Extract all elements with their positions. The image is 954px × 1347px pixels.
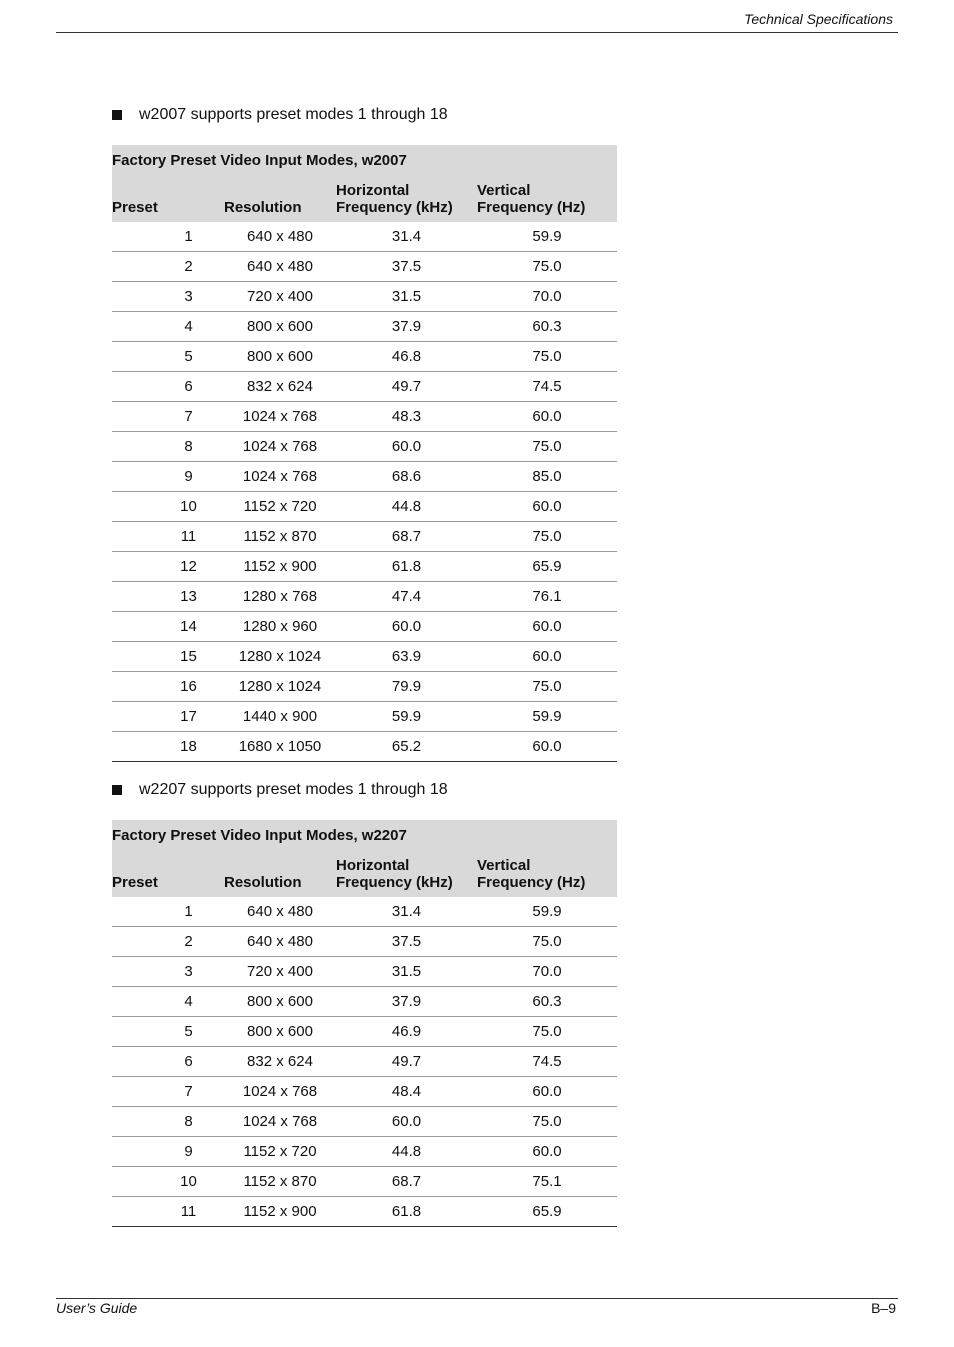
cell-resolution: 720 x 400 xyxy=(224,282,336,312)
cell-vertical-frequency: 85.0 xyxy=(477,462,617,492)
cell-resolution: 720 x 400 xyxy=(224,957,336,987)
cell-vertical-frequency: 60.0 xyxy=(477,492,617,522)
cell-resolution: 1280 x 1024 xyxy=(224,642,336,672)
bullet-item-w2207 xyxy=(112,781,448,799)
cell-horizontal-frequency: 46.9 xyxy=(336,1017,477,1047)
cell-resolution: 1024 x 768 xyxy=(224,1077,336,1107)
cell-horizontal-frequency: 61.8 xyxy=(336,1197,477,1227)
cell-preset: 9 xyxy=(112,462,224,492)
table-row xyxy=(112,1107,617,1137)
cell-resolution: 1152 x 720 xyxy=(224,1137,336,1167)
cell-horizontal-frequency: 47.4 xyxy=(336,582,477,612)
cell-resolution: 1440 x 900 xyxy=(224,702,336,732)
cell-resolution: 800 x 600 xyxy=(224,1017,336,1047)
cell-horizontal-frequency: 60.0 xyxy=(336,432,477,462)
cell-resolution: 1024 x 768 xyxy=(224,1107,336,1137)
cell-vertical-frequency: 75.0 xyxy=(477,1017,617,1047)
cell-preset: 6 xyxy=(112,1047,224,1077)
cell-horizontal-frequency: 37.5 xyxy=(336,927,477,957)
cell-horizontal-frequency: 31.4 xyxy=(336,222,477,252)
cell-resolution: 832 x 624 xyxy=(224,372,336,402)
cell-horizontal-frequency: 44.8 xyxy=(336,492,477,522)
cell-vertical-frequency: 60.3 xyxy=(477,987,617,1017)
cell-preset: 8 xyxy=(112,432,224,462)
cell-horizontal-frequency: 37.9 xyxy=(336,987,477,1017)
table-row xyxy=(112,372,617,402)
cell-preset: 2 xyxy=(112,927,224,957)
cell-resolution: 800 x 600 xyxy=(224,987,336,1017)
cell-resolution: 1024 x 768 xyxy=(224,462,336,492)
column-header-vertical-frequency: Vertical Frequency (Hz) xyxy=(477,849,617,897)
cell-resolution: 1152 x 900 xyxy=(224,1197,336,1227)
column-header-preset: Preset xyxy=(112,174,224,222)
table-row xyxy=(112,582,617,612)
cell-vertical-frequency: 59.9 xyxy=(477,222,617,252)
running-header: Technical Specifications xyxy=(744,11,893,27)
cell-vertical-frequency: 60.0 xyxy=(477,642,617,672)
cell-vertical-frequency: 60.0 xyxy=(477,612,617,642)
cell-horizontal-frequency: 31.4 xyxy=(336,897,477,927)
table-row xyxy=(112,282,617,312)
cell-vertical-frequency: 74.5 xyxy=(477,1047,617,1077)
cell-resolution: 1280 x 1024 xyxy=(224,672,336,702)
table-row xyxy=(112,702,617,732)
cell-resolution: 800 x 600 xyxy=(224,312,336,342)
cell-preset: 11 xyxy=(112,522,224,552)
cell-preset: 4 xyxy=(112,987,224,1017)
cell-vertical-frequency: 59.9 xyxy=(477,702,617,732)
column-header-resolution: Resolution xyxy=(224,849,336,897)
column-header-preset: Preset xyxy=(112,849,224,897)
bullet-text: w2207 supports preset modes 1 through 18 xyxy=(139,781,448,798)
table-row xyxy=(112,1017,617,1047)
cell-resolution: 1280 x 960 xyxy=(224,612,336,642)
cell-vertical-frequency: 75.0 xyxy=(477,432,617,462)
cell-vertical-frequency: 60.3 xyxy=(477,312,617,342)
cell-resolution: 1152 x 720 xyxy=(224,492,336,522)
cell-horizontal-frequency: 37.9 xyxy=(336,312,477,342)
cell-vertical-frequency: 74.5 xyxy=(477,372,617,402)
table-row xyxy=(112,342,617,372)
cell-horizontal-frequency: 68.7 xyxy=(336,522,477,552)
table-row xyxy=(112,1047,617,1077)
cell-vertical-frequency: 75.0 xyxy=(477,672,617,702)
cell-preset: 18 xyxy=(112,732,224,762)
cell-preset: 16 xyxy=(112,672,224,702)
cell-preset: 8 xyxy=(112,1107,224,1137)
table-row xyxy=(112,492,617,522)
table-row xyxy=(112,612,617,642)
table-row xyxy=(112,1197,617,1227)
cell-preset: 2 xyxy=(112,252,224,282)
cell-preset: 1 xyxy=(112,222,224,252)
table-row xyxy=(112,402,617,432)
table-row xyxy=(112,552,617,582)
cell-preset: 10 xyxy=(112,1167,224,1197)
cell-vertical-frequency: 70.0 xyxy=(477,282,617,312)
cell-horizontal-frequency: 63.9 xyxy=(336,642,477,672)
cell-vertical-frequency: 75.1 xyxy=(477,1167,617,1197)
table-row xyxy=(112,897,617,927)
table-row xyxy=(112,642,617,672)
cell-preset: 6 xyxy=(112,372,224,402)
bullet-item-w2007 xyxy=(112,106,448,124)
table-caption: Factory Preset Video Input Modes, w2207 xyxy=(112,820,617,849)
cell-resolution: 640 x 480 xyxy=(224,252,336,282)
column-header-resolution: Resolution xyxy=(224,174,336,222)
cell-horizontal-frequency: 68.6 xyxy=(336,462,477,492)
cell-preset: 15 xyxy=(112,642,224,672)
cell-vertical-frequency: 70.0 xyxy=(477,957,617,987)
cell-horizontal-frequency: 79.9 xyxy=(336,672,477,702)
table-row xyxy=(112,672,617,702)
table-row xyxy=(112,222,617,252)
footer-rule xyxy=(56,1298,898,1299)
cell-resolution: 1024 x 768 xyxy=(224,432,336,462)
table-row xyxy=(112,1137,617,1167)
cell-horizontal-frequency: 60.0 xyxy=(336,612,477,642)
cell-vertical-frequency: 59.9 xyxy=(477,897,617,927)
table-row xyxy=(112,252,617,282)
cell-preset: 7 xyxy=(112,1077,224,1107)
cell-vertical-frequency: 76.1 xyxy=(477,582,617,612)
table-row xyxy=(112,987,617,1017)
bullet-text: w2007 supports preset modes 1 through 18 xyxy=(139,106,448,123)
cell-horizontal-frequency: 61.8 xyxy=(336,552,477,582)
table-row xyxy=(112,1167,617,1197)
cell-vertical-frequency: 60.0 xyxy=(477,732,617,762)
table-row xyxy=(112,462,617,492)
bullet-square-icon xyxy=(112,110,122,120)
table-row xyxy=(112,432,617,462)
cell-horizontal-frequency: 37.5 xyxy=(336,252,477,282)
footer-guide-title: User’s Guide xyxy=(56,1300,138,1316)
cell-vertical-frequency: 75.0 xyxy=(477,927,617,957)
cell-preset: 5 xyxy=(112,1017,224,1047)
cell-resolution: 832 x 624 xyxy=(224,1047,336,1077)
cell-resolution: 640 x 480 xyxy=(224,927,336,957)
table-row xyxy=(112,927,617,957)
column-header-horizontal-frequency: Horizontal Frequency (kHz) xyxy=(336,174,477,222)
cell-resolution: 640 x 480 xyxy=(224,222,336,252)
cell-preset: 14 xyxy=(112,612,224,642)
cell-preset: 17 xyxy=(112,702,224,732)
cell-horizontal-frequency: 68.7 xyxy=(336,1167,477,1197)
cell-preset: 12 xyxy=(112,552,224,582)
table-row xyxy=(112,732,617,762)
cell-horizontal-frequency: 31.5 xyxy=(336,957,477,987)
cell-vertical-frequency: 60.0 xyxy=(477,1137,617,1167)
cell-vertical-frequency: 75.0 xyxy=(477,1107,617,1137)
cell-horizontal-frequency: 59.9 xyxy=(336,702,477,732)
cell-vertical-frequency: 60.0 xyxy=(477,402,617,432)
header-rule xyxy=(56,32,898,33)
preset-modes-table-w2207 xyxy=(112,820,617,1227)
cell-preset: 3 xyxy=(112,282,224,312)
cell-horizontal-frequency: 65.2 xyxy=(336,732,477,762)
cell-preset: 4 xyxy=(112,312,224,342)
cell-horizontal-frequency: 49.7 xyxy=(336,1047,477,1077)
cell-resolution: 1680 x 1050 xyxy=(224,732,336,762)
cell-preset: 9 xyxy=(112,1137,224,1167)
cell-horizontal-frequency: 46.8 xyxy=(336,342,477,372)
cell-resolution: 1280 x 768 xyxy=(224,582,336,612)
preset-modes-table-w2007 xyxy=(112,145,617,762)
cell-preset: 3 xyxy=(112,957,224,987)
table-row xyxy=(112,522,617,552)
cell-vertical-frequency: 75.0 xyxy=(477,252,617,282)
table-caption: Factory Preset Video Input Modes, w2007 xyxy=(112,145,617,174)
cell-preset: 13 xyxy=(112,582,224,612)
cell-vertical-frequency: 75.0 xyxy=(477,522,617,552)
cell-resolution: 1024 x 768 xyxy=(224,402,336,432)
page-number: B–9 xyxy=(871,1300,896,1316)
bullet-square-icon xyxy=(112,785,122,795)
column-header-vertical-frequency: Vertical Frequency (Hz) xyxy=(477,174,617,222)
cell-horizontal-frequency: 31.5 xyxy=(336,282,477,312)
cell-preset: 11 xyxy=(112,1197,224,1227)
cell-resolution: 1152 x 870 xyxy=(224,522,336,552)
cell-preset: 7 xyxy=(112,402,224,432)
cell-horizontal-frequency: 44.8 xyxy=(336,1137,477,1167)
table-body xyxy=(112,897,617,1227)
cell-vertical-frequency: 75.0 xyxy=(477,342,617,372)
column-header-horizontal-frequency: Horizontal Frequency (kHz) xyxy=(336,849,477,897)
cell-resolution: 1152 x 900 xyxy=(224,552,336,582)
cell-preset: 1 xyxy=(112,897,224,927)
cell-preset: 5 xyxy=(112,342,224,372)
cell-vertical-frequency: 65.9 xyxy=(477,552,617,582)
cell-vertical-frequency: 60.0 xyxy=(477,1077,617,1107)
cell-resolution: 1152 x 870 xyxy=(224,1167,336,1197)
cell-preset: 10 xyxy=(112,492,224,522)
cell-horizontal-frequency: 60.0 xyxy=(336,1107,477,1137)
cell-vertical-frequency: 65.9 xyxy=(477,1197,617,1227)
table-row xyxy=(112,957,617,987)
table-row xyxy=(112,1077,617,1107)
cell-resolution: 800 x 600 xyxy=(224,342,336,372)
table-row xyxy=(112,312,617,342)
cell-horizontal-frequency: 49.7 xyxy=(336,372,477,402)
table-body xyxy=(112,222,617,762)
cell-horizontal-frequency: 48.3 xyxy=(336,402,477,432)
cell-horizontal-frequency: 48.4 xyxy=(336,1077,477,1107)
cell-resolution: 640 x 480 xyxy=(224,897,336,927)
